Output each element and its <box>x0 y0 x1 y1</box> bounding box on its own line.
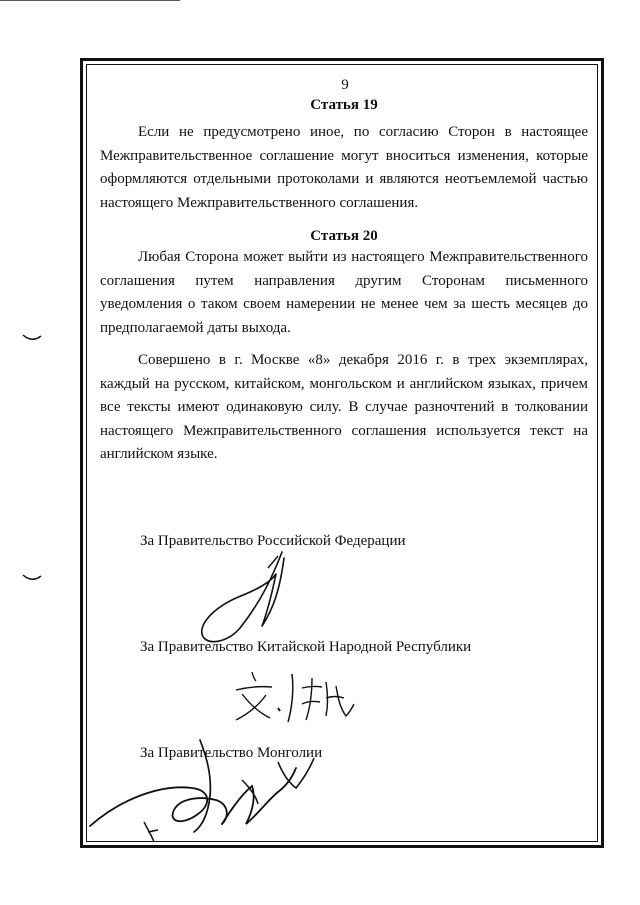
closing-clause-body: Совершено в г. Москве «8» декабря 2016 г. в трех экземплярах, каждый на русском, китайском, монгольском и английском языках, причем все тексты имеют одинаковую силу. В случае разночтений в толковании настоящего Межправительственного соглашения используется текст на английском языке. <box>100 352 588 462</box>
article-20-body: Любая Сторона может выйти из настоящего Межправительственного соглашения путем направления другим Сторонам письменного уведомления о таком своем намерении не менее чем за шесть месяцев до предполагаемой даты выхода. <box>100 249 588 336</box>
signature-russia <box>190 548 300 648</box>
margin-mark-upper <box>22 333 42 343</box>
article-19-text <box>100 121 588 215</box>
article-19-heading: Статья 19 <box>310 97 378 113</box>
closing-clause <box>100 349 588 467</box>
signature-china <box>222 668 362 728</box>
signature-line-russia: За Правительство Российской Федерации <box>140 533 406 549</box>
signature-line-mongolia: За Правительство Монголии <box>140 745 323 761</box>
article-20-text <box>100 246 588 340</box>
article-19-body: Если не предусмотрено иное, по согласию Сторон в настоящее Межправительственное соглашение могут вноситься изменения, которые оформляются отдельными протоколами и являются неотъемлемой частью настоящего Межправительственного соглашения. <box>100 124 588 211</box>
signature-line-china: За Правительство Китайской Народной Республики <box>140 639 472 655</box>
margin-mark-lower <box>22 573 42 583</box>
article-20-heading: Статья 20 <box>310 228 378 244</box>
signature-mongolia <box>82 738 342 848</box>
top-edge-rule <box>0 0 180 1</box>
page-number: 9 <box>341 77 349 93</box>
